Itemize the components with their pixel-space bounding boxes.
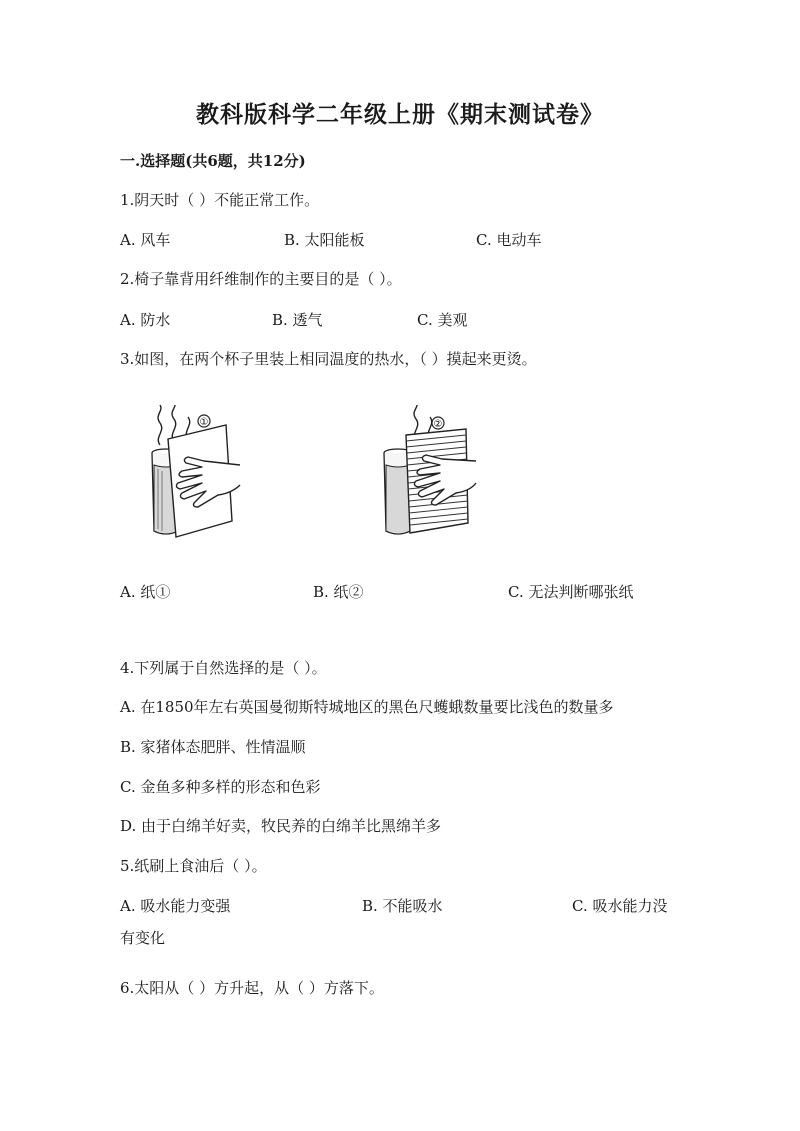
question-3-option-a: A. 纸①	[120, 583, 171, 601]
question-1-option-a: A. 风车	[120, 231, 171, 249]
question-2-option-a: A. 防水	[120, 311, 171, 329]
question-4-stem: 4.下列属于自然选择的是（ ）。	[120, 659, 327, 677]
question-5-option-a: A. 吸水能力变强	[120, 897, 231, 915]
question-4-option-b: B. 家猪体态肥胖、性情温顺	[120, 738, 306, 756]
question-6-stem: 6.太阳从（ ）方升起，从（ ）方落下。	[120, 979, 384, 997]
question-5-stem: 5.纸刷上食油后（ ）。	[120, 857, 267, 875]
question-2-stem: 2.椅子靠背用纤维制作的主要目的是（ ）。	[120, 270, 402, 288]
question-5-option-b: B. 不能吸水	[362, 897, 443, 915]
question-3-option-c: C. 无法判断哪张纸	[508, 583, 634, 601]
page-title: 教科版科学二年级上册《期末测试卷》	[196, 101, 604, 128]
section-heading: 一.选择题(共6题，共12分)	[120, 152, 306, 170]
question-2-option-c: C. 美观	[417, 311, 468, 329]
question-4-option-a: A. 在1850年左右英国曼彻斯特城地区的黑色尺蠖蛾数量要比浅色的数量多	[120, 698, 614, 716]
question-4-option-c: C. 金鱼多种多样的形态和色彩	[120, 778, 321, 796]
figure-label-2: ②	[433, 419, 443, 430]
cup-paper-2-illustration	[380, 405, 480, 545]
question-3-option-b: B. 纸②	[313, 583, 364, 601]
figure-label-1: ①	[199, 417, 209, 428]
cup-paper-1-illustration	[148, 405, 248, 545]
question-3-stem: 3.如图，在两个杯子里装上相同温度的热水，（ ）摸起来更烫。	[120, 350, 537, 368]
question-5-option-c: C. 吸水能力没	[572, 897, 668, 915]
question-2-option-b: B. 透气	[272, 311, 323, 329]
question-4-option-d: D. 由于白绵羊好卖，牧民养的白绵羊比黑绵羊多	[120, 817, 442, 835]
question-5-option-c-wrap: 有变化	[120, 929, 166, 947]
question-1-option-c: C. 电动车	[476, 231, 542, 249]
question-1-stem: 1.阴天时（ ）不能正常工作。	[120, 191, 320, 209]
question-1-option-b: B. 太阳能板	[284, 231, 365, 249]
